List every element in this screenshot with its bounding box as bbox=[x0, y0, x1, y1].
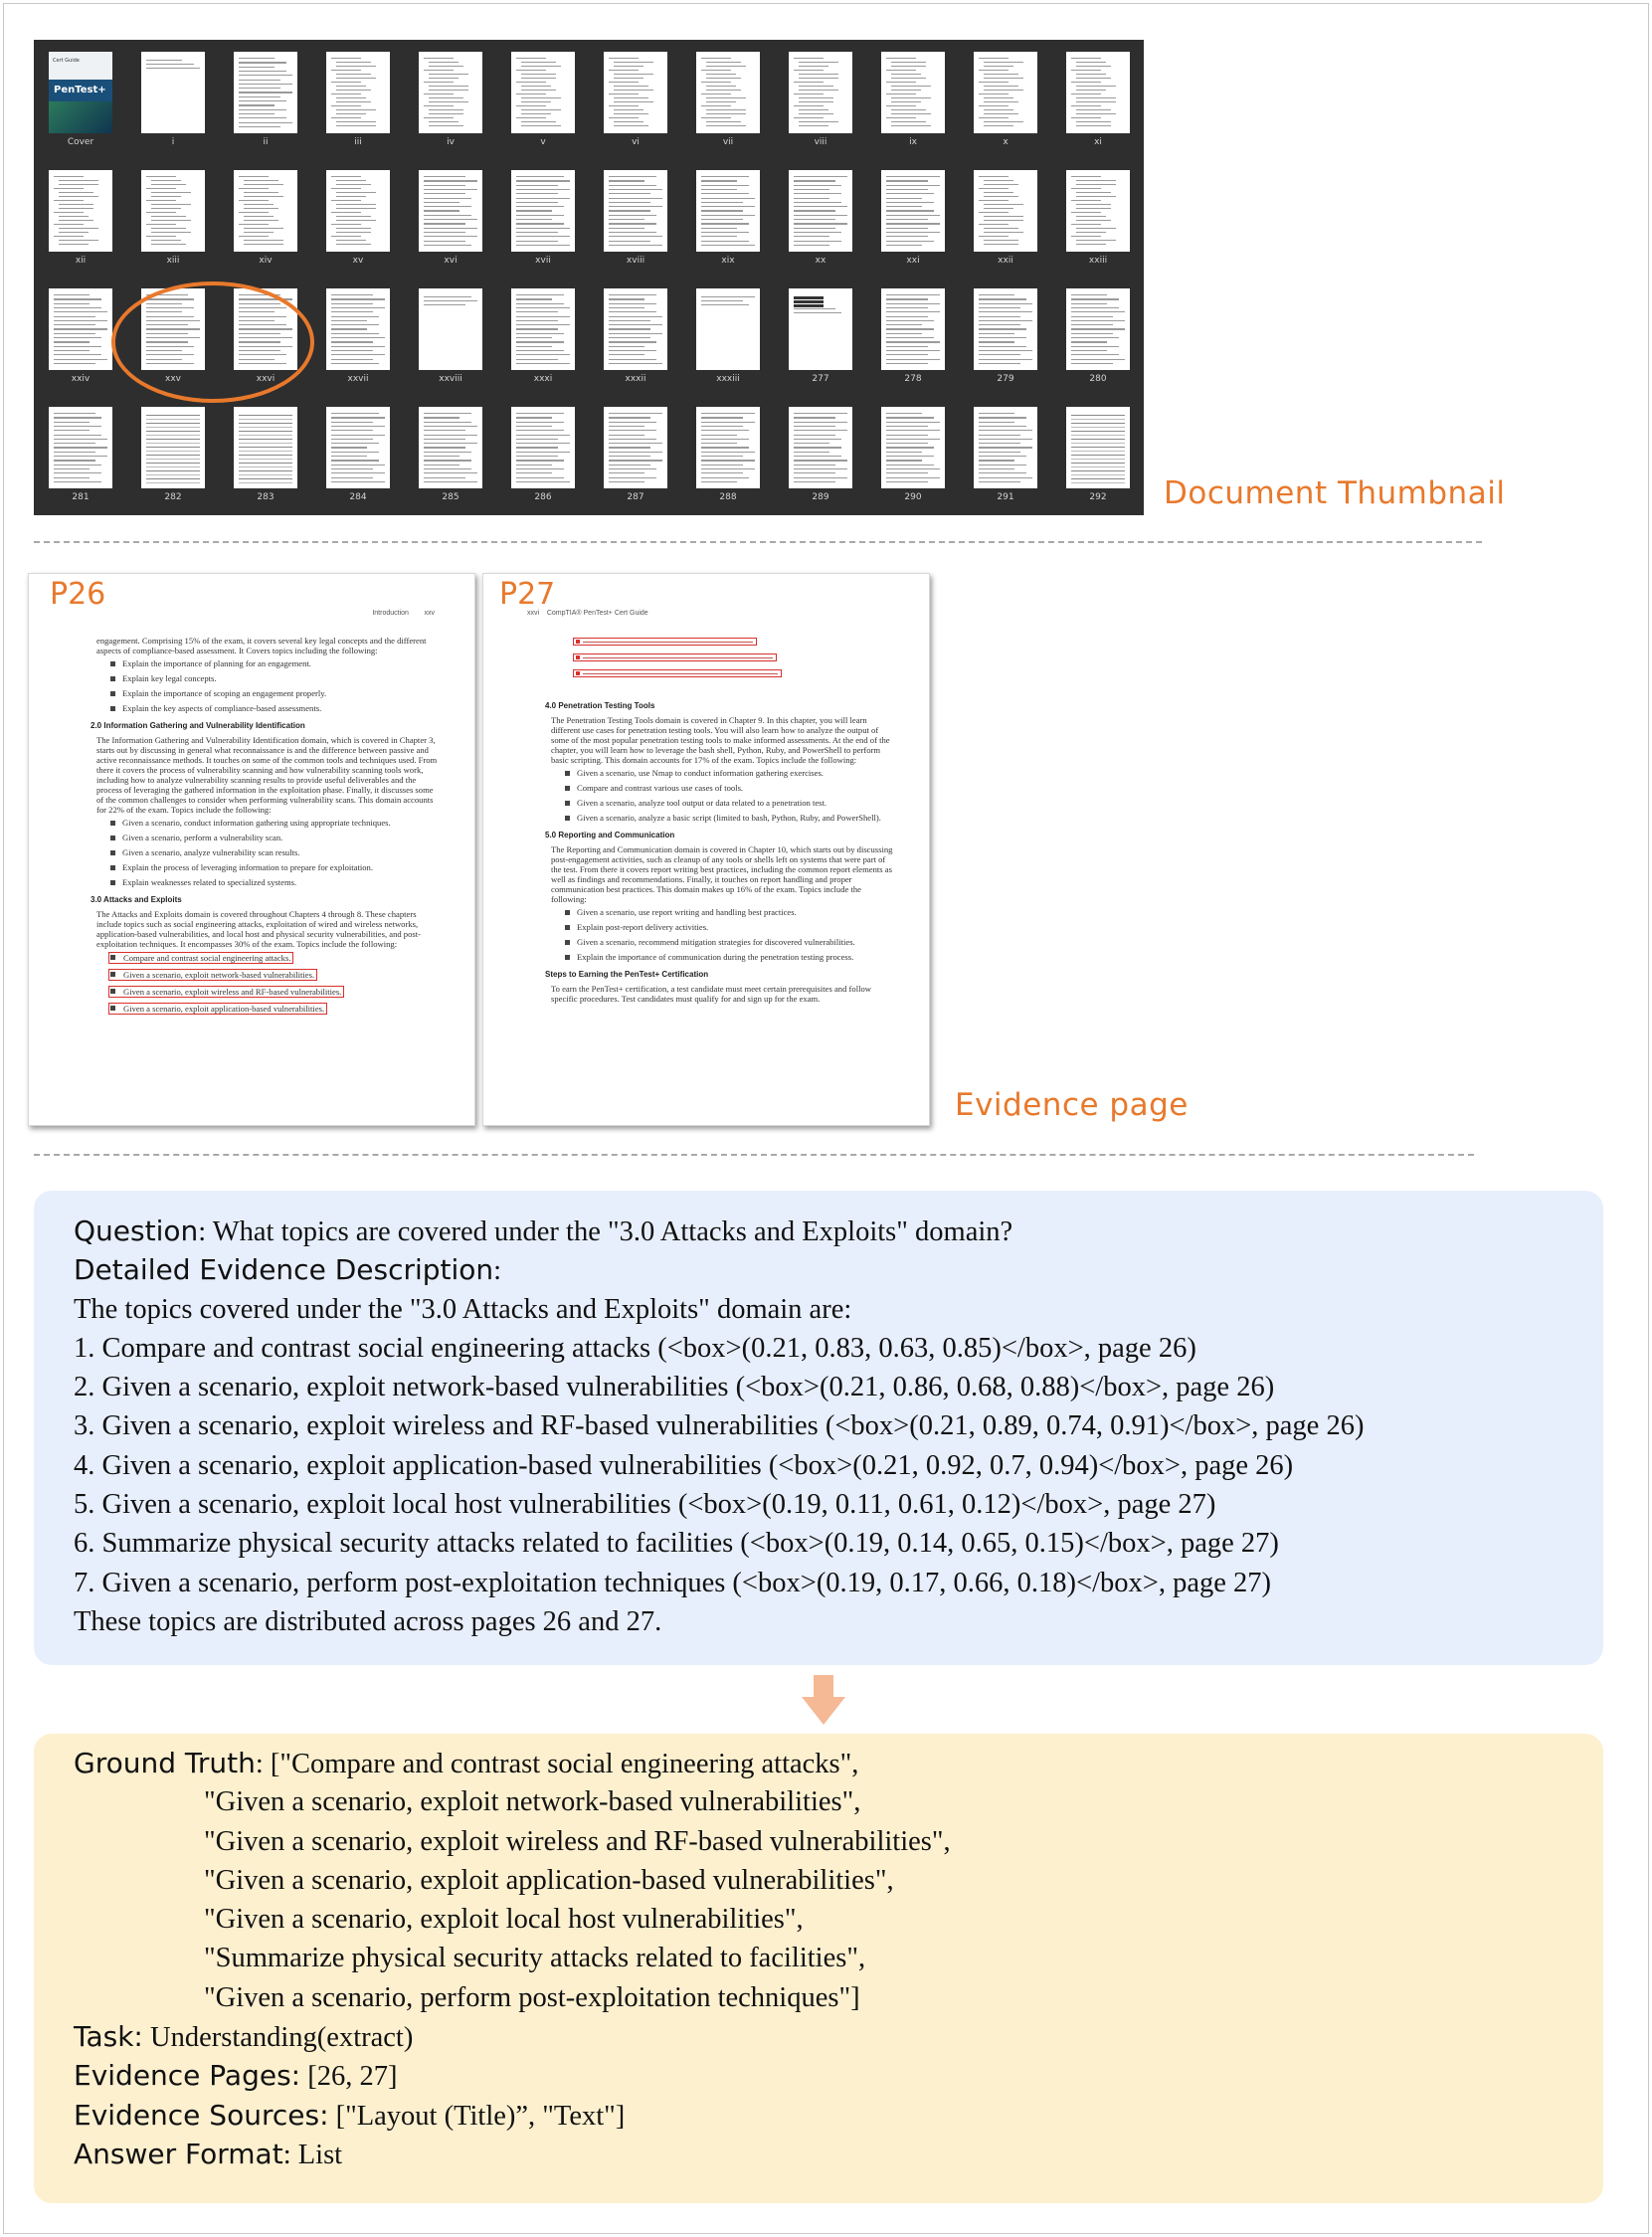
thumbnail-page[interactable] bbox=[685, 395, 778, 513]
thumbnail-image bbox=[511, 407, 575, 488]
bullet-text: Given a scenario, analyze a basic script (limited to bash, Python, Ruby, and PowerShell). bbox=[577, 813, 881, 823]
thumbnail-image bbox=[49, 407, 112, 488]
ground-truth-value: : ["Compare and contrast social engineering attacks", bbox=[255, 1749, 859, 1779]
ground-truth-item: "Given a scenario, exploit application-based vulnerabilities", bbox=[204, 1864, 894, 1896]
thumbnail-image bbox=[326, 288, 390, 370]
answer-format-label: Answer Format bbox=[74, 2137, 283, 2170]
thumbnail-image bbox=[604, 170, 667, 252]
thumbnail-page[interactable] bbox=[130, 158, 223, 277]
thumbnail-page[interactable] bbox=[130, 395, 223, 513]
thumbnail-page[interactable] bbox=[778, 158, 870, 277]
thumbnail-image bbox=[511, 288, 575, 370]
bullet-item bbox=[108, 969, 440, 981]
section-heading: 4.0 Penetration Testing Tools bbox=[545, 701, 655, 710]
thumbnail-label: xv bbox=[352, 256, 364, 266]
thumbnail-page[interactable] bbox=[778, 40, 870, 158]
evidence-description-line: The topics covered under the "3.0 Attacks and Exploits" domain are: bbox=[74, 1293, 852, 1325]
bullet-text: Compare and contrast various use cases of tools. bbox=[577, 783, 744, 793]
cover-title: PenTest+ bbox=[54, 85, 106, 95]
bullet-item bbox=[108, 673, 440, 683]
bullet-text: Explain the importance of scoping an engagement properly. bbox=[122, 688, 327, 698]
thumbnail-page[interactable] bbox=[315, 395, 408, 513]
evidence-sources-value: ["Layout (Title)”, "Text"] bbox=[328, 2100, 626, 2132]
thumbnail-page[interactable] bbox=[500, 277, 593, 395]
cover-brand: Cert Guide bbox=[53, 58, 80, 64]
bullet-item bbox=[108, 658, 440, 668]
bullet-item bbox=[563, 813, 894, 823]
bullet-item bbox=[108, 818, 440, 828]
highlighted-bullet-text: Given a scenario, exploit wireless and RF-based vulnerabilities. bbox=[108, 986, 344, 998]
thumbnail-label: 278 bbox=[904, 374, 922, 384]
paragraph: The Information Gathering and Vulnerability Identification domain, which is covered in Chapter 3, starts out by discussing in general what reconnaissance is and the difference between passive and active reconnaissance methods. It touches on some of the common tools and techniques used. From there it covers the process of vulnerability scanning and how vulnerability scanning tools work, including how to analyze vulnerability scanning results to provide useful deliverables and the process of leveraging the gathered information in the exploitation phase. Finally, it discusses some of the common challenges to consider when performing vulnerability scans. This domain accounts for 22% of the exam. Topics include the following: bbox=[96, 735, 438, 815]
paragraph: The Attacks and Exploits domain is covered throughout Chapters 4 through 8. These chapters include topics such as social engineering attacks, exploitation of wired and wireless networks, application-based vulnerabilities, and local host and physical security vulnerabilities, and post-exploitation techniques. It encompasses 30% of the exam. Topics include the following: bbox=[96, 909, 421, 949]
thumbnail-image bbox=[419, 52, 482, 133]
thumbnail-label: 289 bbox=[812, 492, 829, 502]
thumbnail-image bbox=[49, 288, 112, 370]
bullet-item bbox=[563, 922, 894, 932]
thumbnail-image bbox=[234, 407, 297, 488]
thumbnail-label: xiii bbox=[166, 256, 180, 266]
bullet-item bbox=[563, 768, 894, 778]
bullet-item bbox=[108, 688, 440, 698]
evidence-pages-value: [26, 27] bbox=[300, 2061, 398, 2093]
thumbnail-image bbox=[1066, 52, 1130, 133]
divider-top bbox=[34, 541, 1482, 543]
thumbnail-image bbox=[604, 52, 667, 133]
thumbnail-image bbox=[974, 52, 1037, 133]
thumbnail-label: xxv bbox=[165, 374, 181, 384]
bullet-text: Given a scenario, use Nmap to conduct information gathering exercises. bbox=[577, 768, 824, 778]
ground-truth-item: "Given a scenario, exploit local host vulnerabilities", bbox=[204, 1904, 804, 1936]
thumbnail-image bbox=[789, 288, 852, 370]
bullet-item bbox=[563, 783, 894, 793]
thumbnail-page[interactable] bbox=[593, 40, 685, 158]
bullet-item bbox=[108, 862, 440, 872]
bullet-item bbox=[563, 798, 894, 808]
thumbnail-image bbox=[696, 407, 760, 488]
thumbnail-page[interactable] bbox=[870, 395, 963, 513]
ground-truth-item: "Given a scenario, exploit network-based vulnerabilities", bbox=[204, 1786, 861, 1818]
evidence-description-line: 3. Given a scenario, exploit wireless and RF-based vulnerabilities (<box>(0.21, 0.89, 0.74, 0.91)</box>, page 26) bbox=[74, 1410, 1365, 1442]
thumbnail-label: xxviii bbox=[439, 374, 462, 384]
running-head: xxvi CompTIA® PenTest+ Cert Guide bbox=[527, 610, 648, 617]
thumbnail-image bbox=[1066, 407, 1130, 488]
thumbnail-label: 291 bbox=[997, 492, 1014, 502]
thumbnail-page[interactable] bbox=[1055, 277, 1148, 395]
paragraph: engagement. Comprising 15% of the exam, it covers several key legal concepts and the different aspects of compliance-based assessment. It Covers topics including the following: bbox=[96, 636, 427, 655]
thumbnail-page[interactable] bbox=[1055, 395, 1148, 513]
thumbnail-label: xi bbox=[1094, 137, 1102, 147]
thumbnail-image bbox=[974, 407, 1037, 488]
page-tag-p26: P26 bbox=[50, 577, 106, 612]
thumbnail-label: 279 bbox=[997, 374, 1014, 384]
thumbnail-page[interactable] bbox=[685, 277, 778, 395]
thumbnail-page[interactable] bbox=[870, 158, 963, 277]
bullet-text: Given a scenario, analyze vulnerability scan results. bbox=[122, 847, 300, 857]
thumbnail-image bbox=[49, 170, 112, 252]
bullet-text: Explain the importance of communication during the penetration testing process. bbox=[577, 952, 854, 962]
thumbnail-page[interactable] bbox=[593, 158, 685, 277]
thumbnail-label: xxi bbox=[906, 256, 920, 266]
thumbnail-page[interactable] bbox=[870, 277, 963, 395]
thumbnail-page[interactable] bbox=[38, 158, 130, 277]
bullet-text: Explain the importance of planning for an engagement. bbox=[122, 658, 311, 668]
question-text: : What topics are covered under the "3.0 Attacks and Exploits" domain? bbox=[198, 1216, 1013, 1247]
thumbnail-image bbox=[1066, 288, 1130, 370]
bullet-text: Given a scenario, use report writing and handling best practices. bbox=[577, 907, 797, 917]
bullet-item bbox=[108, 986, 440, 998]
thumbnail-label: xiv bbox=[259, 256, 273, 266]
thumbnail-page[interactable] bbox=[223, 40, 315, 158]
thumbnail-page[interactable] bbox=[593, 395, 685, 513]
thumbnail-label: viii bbox=[814, 137, 827, 147]
thumbnail-label: vi bbox=[632, 137, 640, 147]
bullet-text: Explain weaknesses related to specialized systems. bbox=[122, 877, 297, 887]
answer-format-line bbox=[74, 2135, 951, 2173]
thumbnail-image bbox=[1066, 170, 1130, 252]
thumbnail-image bbox=[881, 52, 945, 133]
document-thumbnail-grid bbox=[34, 40, 1144, 515]
thumbnail-label: 290 bbox=[904, 492, 922, 502]
evidence-label-line: Detailed Evidence Description: bbox=[74, 1253, 502, 1287]
evidence-description-line: 2. Given a scenario, exploit network-based vulnerabilities (<box>(0.21, 0.86, 0.68, 0.88)</box>, page 26) bbox=[74, 1372, 1275, 1403]
thumbnail-page[interactable] bbox=[963, 395, 1055, 513]
thumbnail-image bbox=[326, 52, 390, 133]
thumbnail-label: 284 bbox=[349, 492, 367, 502]
bullet-item bbox=[108, 952, 440, 964]
thumbnail-label: v bbox=[540, 137, 546, 147]
thumbnail-page[interactable] bbox=[870, 40, 963, 158]
thumbnail-label: xxiii bbox=[1088, 256, 1108, 266]
thumbnail-image bbox=[234, 52, 297, 133]
thumbnail-image bbox=[49, 52, 112, 133]
page-tag-p27: P27 bbox=[499, 577, 556, 612]
highlighted-bullet-text: Compare and contrast social engineering attacks. bbox=[108, 952, 293, 964]
thumbnail-label: xxvi bbox=[256, 374, 275, 384]
thumbnail-label: xxxii bbox=[625, 374, 646, 384]
thumbnail-label: x bbox=[1003, 137, 1009, 147]
bullet-text: Explain key legal concepts. bbox=[122, 673, 217, 683]
bullet-item bbox=[108, 847, 440, 857]
section-heading: Steps to Earning the PenTest+ Certification bbox=[545, 970, 709, 979]
evidence-page-label: Evidence page bbox=[955, 1087, 1189, 1123]
thumbnail-page[interactable] bbox=[500, 40, 593, 158]
thumbnail-page[interactable] bbox=[408, 277, 500, 395]
thumbnail-image bbox=[974, 288, 1037, 370]
thumbnail-page[interactable] bbox=[1055, 40, 1148, 158]
thumbnail-label: vii bbox=[722, 137, 734, 147]
thumbnail-label: xxii bbox=[998, 256, 1013, 266]
thumbnail-page[interactable] bbox=[38, 395, 130, 513]
thumbnail-image bbox=[789, 407, 852, 488]
running-head: Introduction xxv bbox=[372, 610, 435, 617]
bullet-item bbox=[108, 833, 440, 842]
thumbnail-page[interactable] bbox=[315, 40, 408, 158]
thumbnail-image bbox=[789, 52, 852, 133]
thumbnail-page[interactable] bbox=[38, 40, 130, 158]
thumbnail-image bbox=[419, 170, 482, 252]
thumbnail-page[interactable] bbox=[963, 277, 1055, 395]
thumbnail-label: iii bbox=[354, 137, 362, 147]
section-heading: 5.0 Reporting and Communication bbox=[545, 831, 675, 839]
highlighted-bullet-text: Given a scenario, exploit network-based vulnerabilities. bbox=[108, 969, 317, 981]
thumbnail-page[interactable] bbox=[685, 158, 778, 277]
answer-block bbox=[74, 1744, 951, 2173]
thumbnail-page[interactable] bbox=[223, 158, 315, 277]
thumbnail-image bbox=[419, 288, 482, 370]
thumbnail-label: xvi bbox=[444, 256, 458, 266]
thumbnail-label: xxvii bbox=[347, 374, 369, 384]
thumbnail-label: 287 bbox=[627, 492, 644, 502]
thumbnail-image bbox=[881, 407, 945, 488]
ground-truth-item: "Given a scenario, perform post-exploitation techniques"] bbox=[204, 1981, 860, 2013]
evidence-description-line: 5. Given a scenario, exploit local host vulnerabilities (<box>(0.19, 0.11, 0.61, 0.12)</box>, page 27) bbox=[74, 1489, 1216, 1521]
evidence-page-26 bbox=[28, 573, 475, 1126]
thumbnail-image bbox=[881, 170, 945, 252]
thumbnail-label: xxxi bbox=[533, 374, 553, 384]
thumbnail-page[interactable] bbox=[408, 158, 500, 277]
highlight-box bbox=[573, 653, 777, 661]
thumbnail-label: 281 bbox=[72, 492, 90, 502]
paragraph: The Reporting and Communication domain is covered in Chapter 10, which starts out by discussing post-engagement activities, such as cleanup of any tools or shells left on systems that were part of the test. From there it covers report writing best practices, including the common report elements as well as findings and recommendations. Finally, it touches on report handling and proper communication best practices. This domain makes up 16% of the exam. Topics include the following: bbox=[551, 844, 893, 904]
evidence-page-27 bbox=[482, 573, 930, 1126]
thumbnail-image bbox=[326, 170, 390, 252]
thumbnail-label: 285 bbox=[442, 492, 459, 502]
bullet-item bbox=[108, 1003, 440, 1015]
task-line bbox=[74, 2017, 951, 2056]
thumbnail-page[interactable] bbox=[223, 395, 315, 513]
page-27-body bbox=[545, 693, 894, 1007]
thumbnail-page[interactable] bbox=[315, 277, 408, 395]
paragraph: To earn the PenTest+ certification, a test candidate must meet certain prerequisites and follow specific procedures. Test candidates must qualify for and sign up for the exam. bbox=[551, 984, 871, 1004]
thumbnail-label: ii bbox=[263, 137, 269, 147]
bullet-item bbox=[108, 703, 440, 713]
thumbnail-page[interactable] bbox=[500, 395, 593, 513]
thumbnail-image bbox=[696, 288, 760, 370]
bullet-text: Explain post-report delivery activities. bbox=[577, 922, 709, 932]
thumbnail-page[interactable] bbox=[963, 158, 1055, 277]
thumbnail-label: xvii bbox=[535, 256, 551, 266]
thumbnail-page[interactable] bbox=[500, 158, 593, 277]
bullet-item bbox=[563, 952, 894, 962]
thumbnail-label: ix bbox=[909, 137, 917, 147]
thumbnail-label: 277 bbox=[812, 374, 829, 384]
bullet-text: Given a scenario, analyze tool output or data related to a penetration test. bbox=[577, 798, 827, 808]
thumbnail-image bbox=[141, 170, 205, 252]
evidence-description-line: 7. Given a scenario, perform post-exploitation techniques (<box>(0.19, 0.17, 0.66, 0.18)</box>, page 27) bbox=[74, 1567, 1272, 1598]
bullet-item bbox=[563, 937, 894, 947]
divider-bottom bbox=[34, 1154, 1474, 1156]
thumbnail-image bbox=[696, 52, 760, 133]
answer-format-value: : List bbox=[282, 2139, 343, 2170]
bullet-item bbox=[563, 907, 894, 917]
question-label: Question bbox=[74, 1214, 199, 1247]
evidence-description-line: 6. Summarize physical security attacks related to facilities (<box>(0.19, 0.14, 0.65, 0.15)</box>, page 27) bbox=[74, 1528, 1279, 1560]
thumbnail-label: 288 bbox=[719, 492, 737, 502]
evidence-description-label: Detailed Evidence Description bbox=[74, 1253, 494, 1287]
question-block bbox=[74, 1212, 1364, 1641]
task-label: Task: bbox=[74, 2020, 143, 2054]
bullet-text: Given a scenario, conduct information gathering using appropriate techniques. bbox=[122, 818, 391, 828]
thumbnail-label: i bbox=[171, 137, 175, 147]
document-thumbnail-label: Document Thumbnail bbox=[1164, 475, 1506, 511]
highlight-box bbox=[573, 638, 757, 646]
thumbnail-page[interactable] bbox=[685, 40, 778, 158]
thumbnail-image bbox=[234, 170, 297, 252]
evidence-pages-line bbox=[74, 2056, 951, 2095]
ground-truth-item: "Summarize physical security attacks related to facilities", bbox=[204, 1943, 866, 1974]
thumbnail-page[interactable] bbox=[778, 277, 870, 395]
thumbnail-page[interactable] bbox=[778, 395, 870, 513]
evidence-circle-annotation bbox=[111, 281, 314, 403]
thumbnail-image bbox=[604, 407, 667, 488]
bullet-text: Explain the process of leveraging information to prepare for exploitation. bbox=[122, 862, 374, 872]
bullet-text: Given a scenario, recommend mitigation strategies for discovered vulnerabilities. bbox=[577, 937, 855, 947]
thumbnail-page[interactable] bbox=[130, 40, 223, 158]
thumbnail-label: 292 bbox=[1089, 492, 1107, 502]
thumbnail-image bbox=[696, 170, 760, 252]
thumbnail-image bbox=[511, 52, 575, 133]
thumbnail-page[interactable] bbox=[408, 395, 500, 513]
thumbnail-label: 286 bbox=[534, 492, 552, 502]
section-heading: 2.0 Information Gathering and Vulnerability Identification bbox=[91, 721, 305, 730]
section-heading: 3.0 Attacks and Exploits bbox=[91, 895, 182, 904]
page-26-body bbox=[91, 636, 440, 1020]
thumbnail-label: xxiv bbox=[71, 374, 91, 384]
thumbnail-image bbox=[141, 52, 205, 133]
thumbnail-page[interactable] bbox=[1055, 158, 1148, 277]
bullet-item bbox=[108, 877, 440, 887]
thumbnail-label: 282 bbox=[164, 492, 182, 502]
thumbnail-label: 280 bbox=[1089, 374, 1107, 384]
evidence-description-line: 1. Compare and contrast social engineering attacks (<box>(0.21, 0.83, 0.63, 0.85)</box>, page 26) bbox=[74, 1332, 1196, 1364]
thumbnail-label: iv bbox=[447, 137, 455, 147]
thumbnail-image bbox=[789, 170, 852, 252]
thumbnail-page[interactable] bbox=[408, 40, 500, 158]
thumbnail-label: xii bbox=[75, 256, 87, 266]
thumbnail-image bbox=[604, 288, 667, 370]
thumbnail-label: xxxiii bbox=[716, 374, 740, 384]
task-value: Understanding(extract) bbox=[142, 2022, 414, 2054]
evidence-description-line: These topics are distributed across pages 26 and 27. bbox=[74, 1605, 662, 1637]
thumbnail-page[interactable] bbox=[315, 158, 408, 277]
evidence-pages-label: Evidence Pages: bbox=[74, 2059, 301, 2093]
evidence-description-line: 4. Given a scenario, exploit application-based vulnerabilities (<box>(0.21, 0.92, 0.7, 0.94)</box>, page 26) bbox=[74, 1449, 1294, 1481]
thumbnail-label: xx bbox=[815, 256, 826, 266]
thumbnail-label: 283 bbox=[257, 492, 275, 502]
ground-truth-line bbox=[74, 1744, 951, 1782]
thumbnail-image bbox=[419, 407, 482, 488]
down-arrow-icon bbox=[802, 1675, 845, 1725]
question-line bbox=[74, 1212, 1364, 1250]
thumbnail-image bbox=[326, 407, 390, 488]
ground-truth-label: Ground Truth bbox=[74, 1747, 256, 1779]
evidence-sources-line bbox=[74, 2096, 951, 2135]
thumbnail-image bbox=[974, 170, 1037, 252]
bullet-text: Explain the key aspects of compliance-based assessments. bbox=[122, 703, 322, 713]
thumbnail-label: xix bbox=[721, 256, 735, 266]
thumbnail-label: Cover bbox=[67, 137, 94, 147]
paragraph: The Penetration Testing Tools domain is covered in Chapter 9. In this chapter, you will learn different use cases for penetration testing tools. You will also learn how to analyze the output of some of the most popular penetration testing tools to make informed assessments. At the end of the chapter, you will learn how to leverage the bash shell, Python, Ruby, and PowerShell to perform basic scripting. This domain accounts for 17% of the exam. Topics include the following: bbox=[551, 715, 890, 765]
ground-truth-item: "Given a scenario, exploit wireless and RF-based vulnerabilities", bbox=[204, 1825, 951, 1857]
thumbnail-page[interactable] bbox=[593, 277, 685, 395]
thumbnail-image bbox=[141, 407, 205, 488]
thumbnail-image bbox=[881, 288, 945, 370]
thumbnail-image bbox=[511, 170, 575, 252]
thumbnail-label: xviii bbox=[626, 256, 645, 266]
thumbnail-page[interactable] bbox=[963, 40, 1055, 158]
highlighted-bullet-text: Given a scenario, exploit application-based vulnerabilities. bbox=[108, 1003, 327, 1015]
highlight-box bbox=[573, 669, 782, 677]
bullet-text: Given a scenario, perform a vulnerability scan. bbox=[122, 833, 283, 842]
evidence-sources-label: Evidence Sources: bbox=[74, 2098, 329, 2132]
